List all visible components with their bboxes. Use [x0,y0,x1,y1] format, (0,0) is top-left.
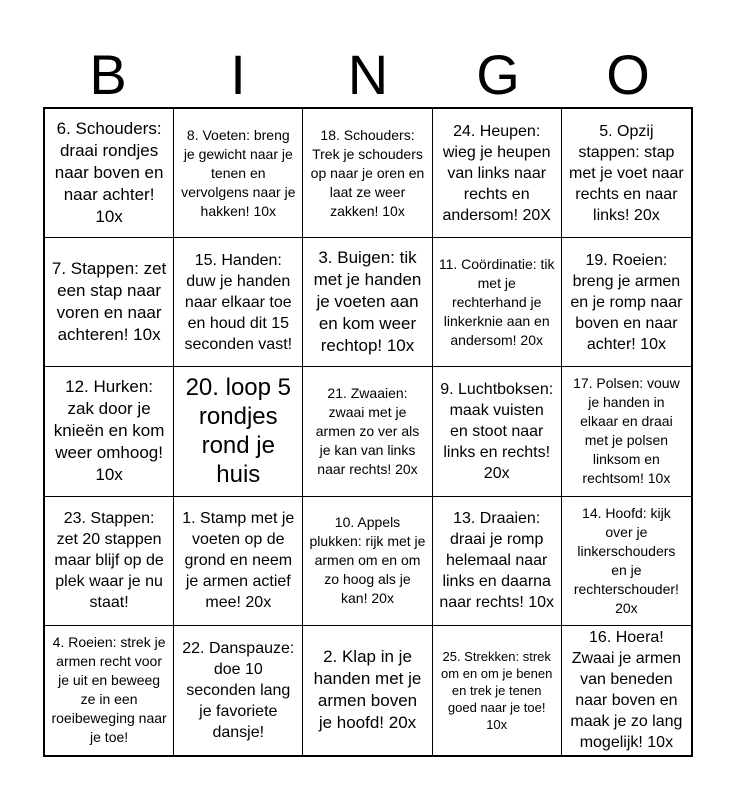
bingo-cell-r2c2[interactable]: 15. Handen: duw je handen naar elkaar toe en houd dit 15 seconden vast! [174,238,303,367]
bingo-cell-r2c1[interactable]: 7. Stappen: zet een stap naar voren en naar achteren! 10x [45,238,174,367]
bingo-cell-r3c1[interactable]: 12. Hurken: zak door je knieën en kom weer omhoog! 10x [45,367,174,496]
bingo-cell-r3c3[interactable]: 21. Zwaaien: zwaai met je armen zo ver als je kan van links naar rechts! 20x [303,367,432,496]
bingo-cell-r1c2[interactable]: 8. Voeten: breng je gewicht naar je tenen en vervolgens naar je hakken! 10x [174,109,303,238]
bingo-header [43,42,693,108]
bingo-cell-r1c4[interactable]: 24. Heupen: wieg je heupen van links naar rechts en andersom! 20X [433,109,562,238]
header-letter-g: G [476,43,520,106]
bingo-cell-r2c3[interactable]: 3. Buigen: tik met je handen je voeten aan en kom weer rechtop! 10x [303,238,432,367]
bingo-cell-r4c3[interactable]: 10. Appels plukken: rijk met je armen om en om zo hoog als je kan! 20x [303,497,432,626]
bingo-cell-r2c5[interactable]: 19. Roeien: breng je armen en je romp naar boven en naar achter! 10x [562,238,691,367]
bingo-cell-r2c4[interactable]: 11. Coördinatie: tik met je rechterhand je linkerknie aan en andersom! 20x [433,238,562,367]
header-letter-o: O [606,43,650,106]
bingo-cell-r3c4[interactable]: 9. Luchtboksen: maak vuisten en stoot naar links en rechts! 20x [433,367,562,496]
bingo-cell-r5c3[interactable]: 2. Klap in je handen met je armen boven je hoofd! 20x [303,626,432,755]
bingo-cell-r1c5[interactable]: 5. Opzij stappen: stap met je voet naar rechts en naar links! 20x [562,109,691,238]
bingo-cell-r1c1[interactable]: 6. Schouders: draai rondjes naar boven en naar achter! 10x [45,109,174,238]
bingo-cell-r3c5[interactable]: 17. Polsen: vouw je handen in elkaar en draai met je polsen linksom en rechtsom! 10x [562,367,691,496]
bingo-cell-r4c1[interactable]: 23. Stappen: zet 20 stappen maar blijf op de plek waar je nu staat! [45,497,174,626]
bingo-cell-r4c5[interactable]: 14. Hoofd: kijk over je linkerschouders en je rechterschouder! 20x [562,497,691,626]
header-letter-i: I [230,43,246,106]
bingo-cell-r1c3[interactable]: 18. Schouders: Trek je schouders op naar je oren en laat ze weer zakken! 10x [303,109,432,238]
bingo-cell-r5c2[interactable]: 22. Danspauze: doe 10 seconden lang je favoriete dansje! [174,626,303,755]
bingo-cell-r5c1[interactable]: 4. Roeien: strek je armen recht voor je uit en beweeg ze in een roeibeweging naar je toe! [45,626,174,755]
bingo-cell-r5c5[interactable]: 16. Hoera! Zwaai je armen van beneden naar boven en maak je zo lang mogelijk! 10x [570,629,683,752]
header-letter-b: B [89,43,127,106]
bingo-cell-r5c4[interactable]: 25. Strekken: strek om en om je benen en trek je tenen goed naar je toe! 10x [433,626,562,755]
bingo-cell-r4c2[interactable]: 1. Stamp met je voeten op de grond en neem je armen actief mee! 20x [174,497,303,626]
bingo-cell-r3c2[interactable]: 20. loop 5 rondjes rond je huis [174,367,303,496]
header-letter-n: N [347,43,389,106]
bingo-board [43,107,693,757]
bingo-cell-r4c4[interactable]: 13. Draaien: draai je romp helemaal naar links en daarna naar rechts! 10x [433,497,562,626]
